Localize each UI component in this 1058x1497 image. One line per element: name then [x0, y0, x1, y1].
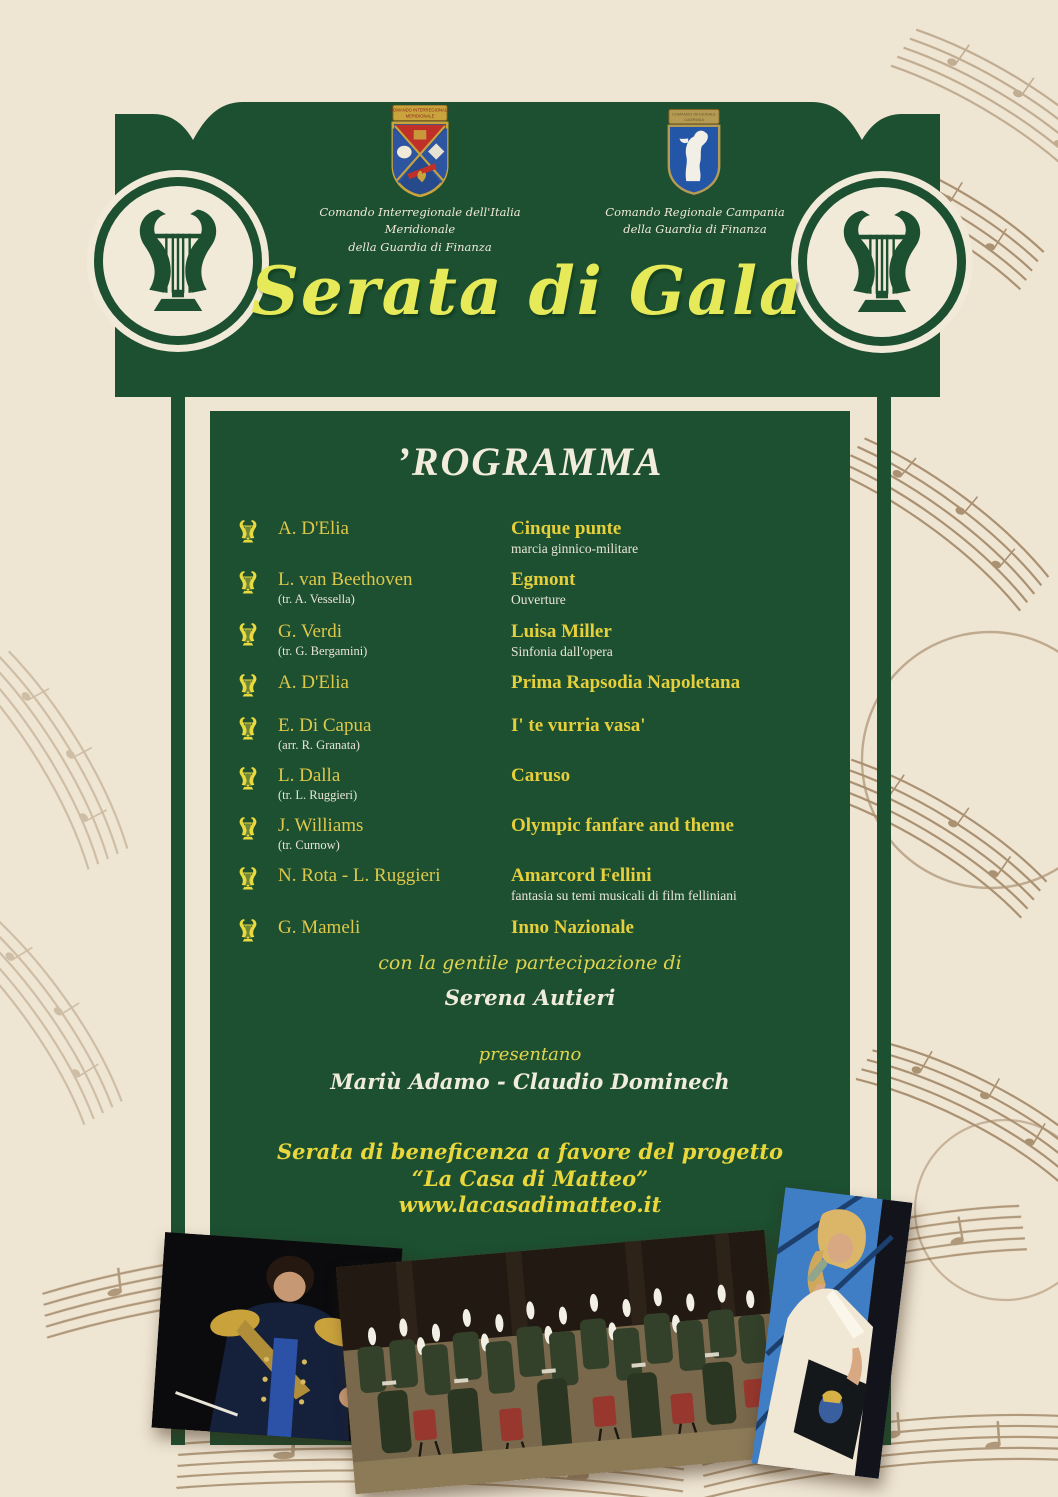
piece-subtitle: Ouverture [511, 592, 566, 608]
piece-title: I' te vurria vasa' [511, 715, 646, 737]
arranger-note: (arr. R. Granata) [278, 738, 360, 753]
program-row [238, 917, 824, 948]
piece-title: Amarcord Fellini [511, 865, 652, 887]
arranger-note: (tr. Curnow) [278, 838, 340, 853]
presenters-intro: presentano [478, 1044, 582, 1065]
composer-name: J. Williams [278, 815, 364, 837]
emblem-banner-text: COMANDO REGIONALE [672, 111, 716, 117]
lyre-icon [238, 816, 264, 846]
lyre-icon [238, 716, 264, 746]
piece-cell [511, 765, 824, 787]
piece-cell [511, 815, 824, 837]
interregionale-caption [285, 204, 555, 256]
composer-name: E. Di Capua [278, 715, 372, 737]
piece-title: Inno Nazionale [511, 916, 634, 938]
lyre-icon [238, 622, 264, 652]
program-row [238, 765, 824, 803]
piece-cell [511, 672, 824, 694]
caption-line: della Guardia di Finanza [348, 239, 492, 254]
arranger-note: (tr. A. Vessella) [278, 592, 355, 607]
lyre-icon [238, 918, 264, 948]
lyre-icon [238, 866, 264, 896]
piece-cell [511, 715, 824, 737]
composer-name: G. Verdi [278, 620, 343, 642]
arranger-note: (tr. L. Ruggieri) [278, 788, 358, 803]
piece-title: Cinque punte [511, 518, 622, 539]
composer-name: A. D'Elia [278, 518, 349, 539]
program-row [238, 569, 824, 608]
emblem-banner-text: COMANDO INTERREGIONALE [390, 107, 450, 113]
composer-cell [264, 569, 511, 607]
composer-name: G. Mameli [278, 916, 361, 938]
composer-cell [264, 917, 511, 939]
piece-cell [511, 621, 824, 660]
participation-intro: con la gentile partecipazione di [378, 952, 682, 974]
piece-title: Caruso [511, 765, 571, 787]
program-row [238, 621, 824, 660]
program-row [238, 865, 824, 904]
campania-emblem [663, 107, 725, 202]
program-row [238, 518, 824, 557]
piece-cell [511, 917, 824, 939]
piece-subtitle: fantasia su temi musicali di film felliniani [511, 888, 737, 904]
band-photo [336, 1230, 784, 1495]
piece-cell [511, 569, 824, 608]
arranger-note: (tr. G. Bergamini) [278, 643, 368, 658]
campania-caption [560, 204, 830, 239]
composer-cell [264, 765, 511, 803]
piece-cell [511, 865, 824, 904]
piece-title: Egmont [511, 569, 576, 591]
interregionale-emblem [386, 105, 454, 202]
piece-cell [511, 518, 824, 557]
composer-cell [264, 815, 511, 853]
lyre-icon [238, 570, 264, 600]
piece-title: Olympic fanfare and theme [511, 815, 734, 837]
charity-line-1: Serata di beneficenza a favore del progetto [276, 1139, 784, 1164]
composer-name: N. Rota - L. Ruggieri [278, 865, 441, 887]
program-row [238, 715, 824, 753]
composer-cell [264, 518, 511, 540]
composer-name: L. van Beethoven [278, 569, 413, 591]
charity-website: www.lacasadimatteo.it [398, 1192, 662, 1217]
program-row [238, 815, 824, 853]
composer-cell [264, 621, 511, 659]
emblem-banner-text: CAMPANIA [684, 117, 704, 122]
piece-title: Luisa Miller [511, 620, 612, 642]
lyre-icon [238, 766, 264, 796]
piece-subtitle: marcia ginnico-militare [511, 540, 639, 556]
charity-line-2: “La Casa di Matteo” [411, 1166, 649, 1191]
program-row [238, 672, 824, 703]
composer-cell [264, 865, 511, 887]
caption-line: Comando Interregionale dell'Italia Meridionale [319, 205, 521, 237]
emblem-banner-text: MERIDIONALE [405, 113, 435, 119]
piece-subtitle: Sinfonia dall'opera [511, 643, 613, 659]
program-list [238, 518, 824, 960]
composer-cell [264, 715, 511, 753]
composer-cell [264, 672, 511, 694]
piece-title: Prima Rapsodia Napoletana [511, 672, 741, 694]
caption-line: della Guardia di Finanza [623, 222, 767, 237]
poster-title: Serata di Gala [251, 252, 804, 330]
presenter-names: Mariù Adamo - Claudio Dominech [330, 1069, 730, 1094]
lyre-icon [238, 519, 264, 549]
composer-name: A. D'Elia [278, 672, 349, 694]
composer-name: L. Dalla [278, 765, 341, 787]
program-heading: ’ROGRAMMA [396, 439, 664, 484]
caption-line: Comando Regionale Campania [605, 205, 785, 219]
lyre-icon [238, 673, 264, 703]
guest-name: Serena Autieri [444, 985, 616, 1010]
